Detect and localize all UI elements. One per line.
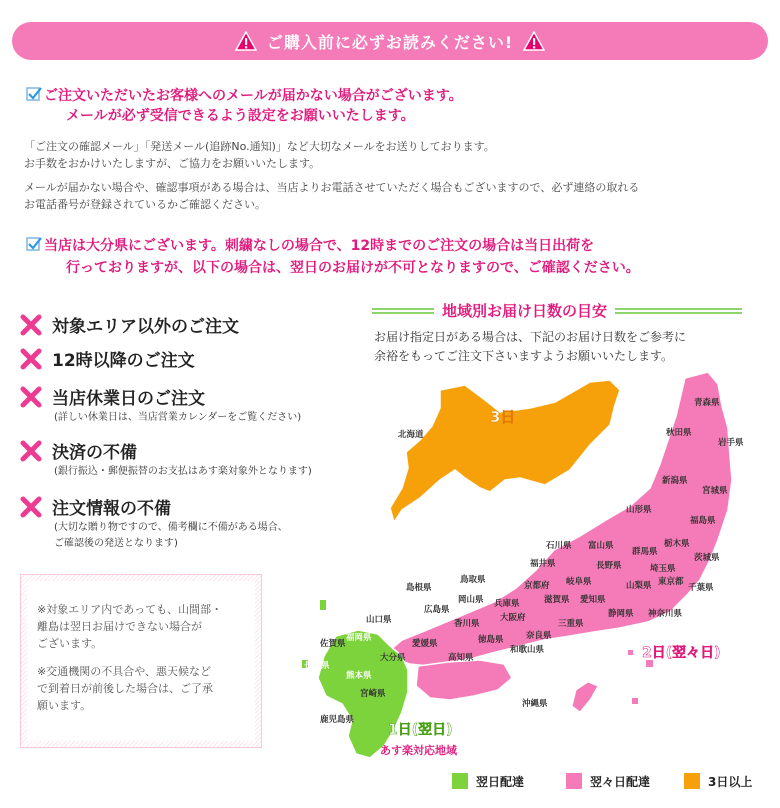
warning-banner	[12, 22, 768, 60]
pref-label: 福島県	[690, 516, 716, 526]
notice2-heading-line1: 当店は大分県にございます。刺繍なしの場合で、12時までのご注文の場合は当日出荷を	[44, 238, 595, 254]
notice1-heading-line2: メールが必ず受信できるよう設定をお願いいたします。	[66, 108, 415, 124]
guide-title-text: 地域別お届け日数の目安	[434, 300, 615, 321]
notice1-body-line4: お電話番号が登録されているかご確認ください。	[24, 198, 266, 211]
pref-label: 静岡県	[608, 609, 634, 619]
pref-label: 富山県	[588, 541, 614, 551]
cross-icon	[20, 348, 42, 370]
exclusion-note: (大切な贈り物ですので、備考欄に不備がある場合、	[54, 522, 288, 533]
legend-item	[684, 772, 752, 790]
exclusion-label: 注文情報の不備	[52, 499, 171, 519]
checkbox-icon	[26, 86, 42, 102]
pref-label: 山口県	[366, 615, 392, 625]
delivery-guide-title	[372, 300, 742, 324]
pref-label: 宮崎県	[360, 689, 386, 699]
pref-label: 兵庫県	[494, 599, 520, 609]
shikoku-region	[416, 660, 512, 700]
pref-label: 埼玉県	[650, 564, 676, 574]
legend-swatch	[452, 773, 468, 789]
pref-label: 福岡県	[346, 633, 372, 643]
banner-title: ご購入前に必ずお読みください!	[266, 32, 514, 52]
pref-label: 長野県	[596, 561, 622, 571]
guide-desc-line: 余裕をもってご注文下さいますようお願いいたします。	[374, 349, 674, 363]
pref-label: 沖縄県	[522, 699, 548, 709]
label-1day: 1日(翌日)	[388, 722, 453, 738]
pref-label: 岩手県	[718, 438, 744, 448]
cross-icon	[20, 386, 42, 408]
pref-label: 愛媛県	[412, 639, 438, 649]
okinawa-region	[572, 682, 598, 712]
legend-item	[566, 772, 650, 790]
pref-label: 青森県	[694, 398, 720, 408]
label-3day: 3日	[490, 408, 516, 426]
note-line: で到着日が前後した場合は、ご了承	[37, 682, 213, 695]
pref-label: 島根県	[406, 583, 432, 593]
checkbox-icon	[26, 236, 42, 252]
pref-label: 鹿児島県	[320, 715, 355, 725]
note-line: 願います。	[37, 699, 92, 712]
japan-delivery-map	[290, 360, 780, 780]
notice1-body-line2: お手数をおかけいたしますが、ご協力をお願いいたします。	[24, 157, 321, 170]
pref-label: 熊本県	[346, 671, 372, 681]
pref-label: 北海道	[398, 430, 424, 440]
exclusion-note: ご確認後の発送となります)	[54, 538, 178, 549]
warning-icon	[235, 31, 257, 51]
legend-label: 翌日配達	[476, 774, 525, 789]
pref-label: 東京都	[658, 577, 684, 587]
pref-label: 大阪府	[500, 613, 526, 623]
pref-label: 秋田県	[666, 428, 692, 438]
warning-icon	[523, 31, 545, 51]
pref-label: 福井県	[530, 559, 556, 569]
pref-label: 千葉県	[688, 583, 714, 593]
notice1-body-line1: 「ご注文の確認メール」「発送メール(追跡No.通知)」など大切なメールをお送りしております。	[24, 140, 495, 153]
exclusion-label: 対象エリア以外のご注文	[52, 317, 239, 337]
cross-icon	[20, 496, 42, 518]
pref-label: 和歌山県	[510, 645, 545, 655]
cross-icon	[20, 440, 42, 462]
pref-label: 岐阜県	[566, 577, 592, 587]
pref-label: 山梨県	[626, 581, 652, 591]
pref-label: 愛知県	[580, 595, 606, 605]
exclusion-label: 当店休業日のご注文	[52, 389, 205, 409]
pref-label: 鳥取県	[460, 575, 486, 585]
legend-item	[452, 772, 524, 790]
legend-label: 翌々日配達	[590, 774, 651, 789]
guide-desc-line: お届け指定日がある場合は、下記のお届け日数をご参考に	[374, 330, 687, 344]
label-2day: 2日(翌々日)	[642, 645, 721, 661]
pref-label: 三重県	[558, 619, 584, 629]
cross-icon	[20, 314, 42, 336]
pref-label: 神奈川県	[648, 609, 683, 619]
pref-label: 京都府	[524, 581, 550, 591]
pref-label: 高知県	[448, 653, 474, 663]
pref-label: 奈良県	[526, 631, 552, 641]
legend-swatch	[566, 773, 582, 789]
note-line: ※対象エリア内であっても、山間部・	[37, 603, 223, 616]
exclusion-label: 12時以降のご注文	[52, 351, 195, 371]
note-line: 離島は翌日お届けできない場合が	[37, 620, 202, 633]
pref-label: 長崎県	[304, 661, 330, 671]
note-line: ございます。	[37, 637, 103, 650]
pref-label: 広島県	[424, 605, 450, 615]
pref-label: 茨城県	[694, 553, 720, 563]
pref-label: 栃木県	[664, 539, 690, 549]
pref-label: 宮城県	[702, 486, 728, 496]
exclusion-note: (銀行振込・郵便振替のお支払はあす楽対象外となります)	[54, 466, 312, 477]
exclusion-label: 決済の不備	[52, 443, 137, 463]
notice1-body-line3: メールが届かない場合や、確認事項がある場合は、当店よりお電話させていただく場合もございますので、必ず連絡の取れる	[24, 181, 640, 194]
notice2-heading-line2: 行っておりますが、以下の場合は、翌日のお届けが不可となりますので、ご確認ください。	[66, 260, 640, 276]
pref-label: 大分県	[380, 653, 406, 663]
legend-swatch	[684, 773, 700, 789]
label-1day-sub: あす楽対応地域	[380, 744, 457, 757]
notice1-heading-line1: ご注文いただいたお客様へのメールが届かない場合がございます。	[44, 88, 463, 104]
note-box	[20, 574, 262, 748]
pref-label: 石川県	[546, 541, 572, 551]
pref-label: 香川県	[454, 619, 480, 629]
exclusion-note: (詳しい休業日は、当店営業カレンダーをご覧ください)	[54, 412, 302, 423]
pref-label: 岡山県	[458, 595, 484, 605]
hokkaido-region	[390, 380, 620, 522]
note-line: ※交通機関の不具合や、悪天候など	[37, 665, 211, 678]
pref-label: 新潟県	[662, 476, 688, 486]
pref-label: 滋賀県	[544, 595, 570, 605]
pref-label: 群馬県	[632, 547, 658, 557]
pref-label: 徳島県	[478, 635, 504, 645]
legend-label: 3日以上	[708, 774, 753, 789]
pref-label: 佐賀県	[320, 639, 346, 649]
pref-label: 山形県	[626, 505, 652, 515]
